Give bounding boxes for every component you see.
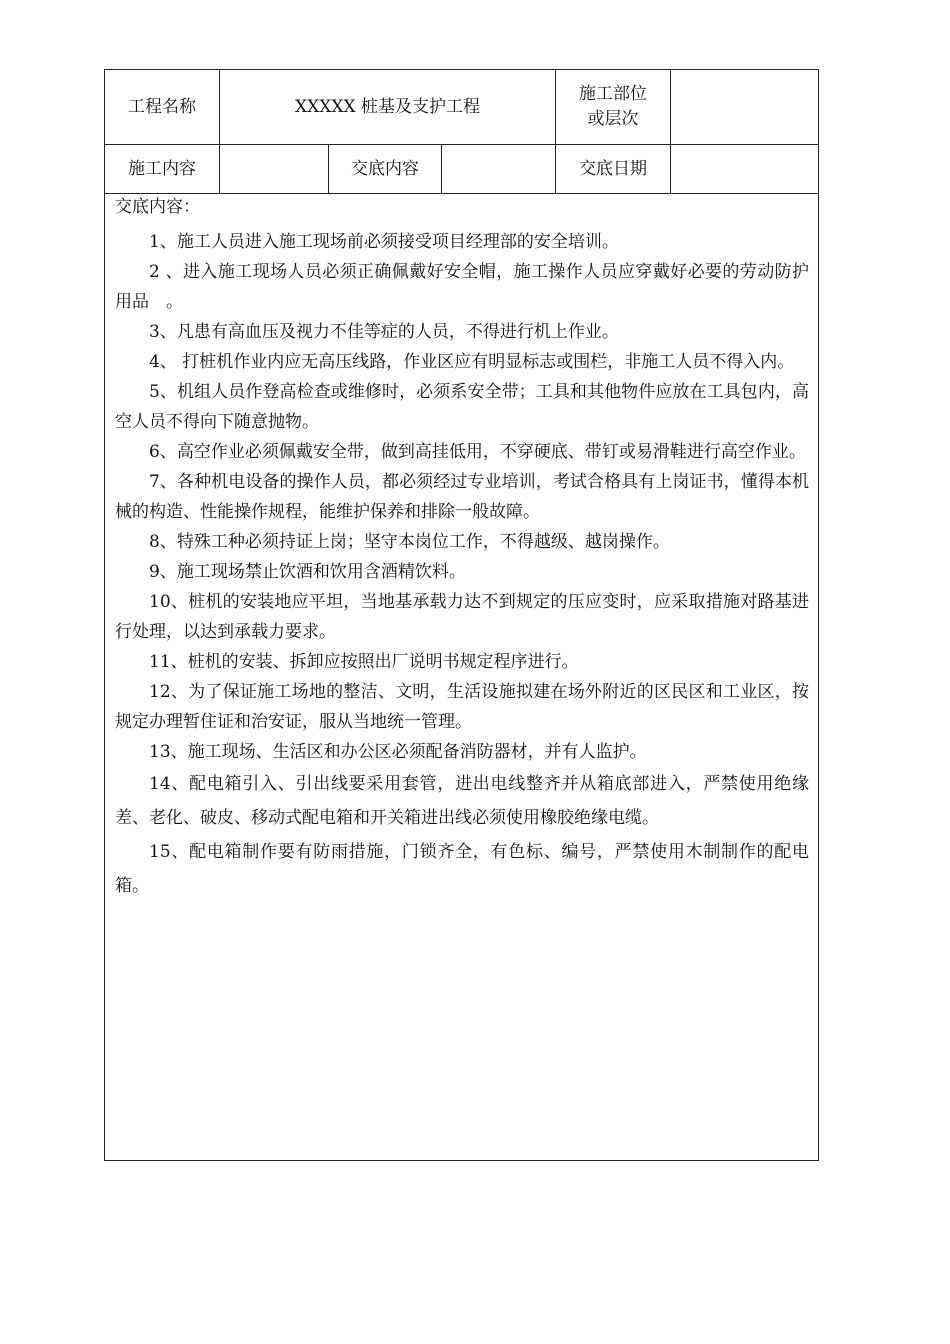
- header-row-2: [105, 145, 818, 194]
- disclosure-label: 交底内容: [329, 145, 442, 193]
- work-content-value: [220, 145, 329, 193]
- content-title: 交底内容：: [115, 197, 200, 217]
- list-item: 8、特殊工种必须持证上岗；坚守本岗位工作，不得越级、越岗操作。: [149, 532, 670, 552]
- list-item: 7、各种机电设备的操作人员，都必须经过专业培训，考试合格具有上岗证书，懂得本机械的构造、性能操作规程，能维护保养和排除一般故障。: [115, 472, 809, 522]
- project-name-value: XXXXX 桩基及支护工程: [220, 70, 556, 144]
- list-item: 2 、进入施工现场人员必须正确佩戴好安全帽，施工操作人员应穿戴好必要的劳动防护用品 。: [115, 262, 809, 312]
- location-label-line2: 或层次: [587, 109, 639, 129]
- content-section: [115, 194, 809, 903]
- location-label: [556, 70, 671, 144]
- list-item: 4、 打桩机作业内应无高压线路，作业区应有明显标志或围栏，非施工人员不得入内。: [149, 352, 795, 372]
- list-item: 14、配电箱引入、引出线要采用套管，进出电线整齐并从箱底部进入，严禁使用绝缘差、老化、破皮、移动式配电箱和开关箱进出线必须使用橡胶绝缘电缆。: [115, 774, 809, 828]
- location-label-line1: 施工部位: [579, 84, 647, 104]
- list-item: 9、施工现场禁止饮酒和饮用含酒精饮料。: [149, 562, 466, 582]
- project-name-label: 工程名称: [105, 70, 220, 144]
- disclosure-value: [442, 145, 556, 193]
- date-value: [671, 145, 818, 193]
- disclosure-form: [104, 69, 819, 1161]
- list-item: 1、施工人员进入施工现场前必须接受项目经理部的安全培训。: [149, 232, 619, 252]
- list-item: 10、桩机的安装地应平坦，当地基承载力达不到规定的压应变时，应采取措施对路基进行处理，以达到承载力要求。: [115, 592, 809, 642]
- list-item: 15、配电箱制作要有防雨措施，门锁齐全，有色标、编号，严禁使用木制制作的配电箱。: [115, 842, 809, 896]
- list-item: 11、桩机的安装、拆卸应按照出厂说明书规定程序进行。: [149, 652, 579, 672]
- list-item: 13、施工现场、生活区和办公区必须配备消防器材，并有人监护。: [149, 742, 647, 762]
- location-value: [671, 70, 818, 144]
- work-content-label: 施工内容: [105, 145, 220, 193]
- list-item: 12、为了保证施工场地的整洁、文明，生活设施拟建在场外附近的区民区和工业区，按规定办理暂住证和治安证，服从当地统一管理。: [115, 682, 809, 732]
- list-item: 5、机组人员作登高检查或维修时，必须系安全带；工具和其他物件应放在工具包内，高空人员不得向下随意抛物。: [115, 382, 809, 432]
- date-label: 交底日期: [556, 145, 671, 193]
- list-item: 3、凡患有高血压及视力不佳等症的人员，不得进行机上作业。: [149, 322, 619, 342]
- list-item: 6、高空作业必须佩戴安全带，做到高挂低用，不穿硬底、带钉或易滑鞋进行高空作业。: [149, 442, 806, 462]
- header-row-1: [105, 70, 818, 145]
